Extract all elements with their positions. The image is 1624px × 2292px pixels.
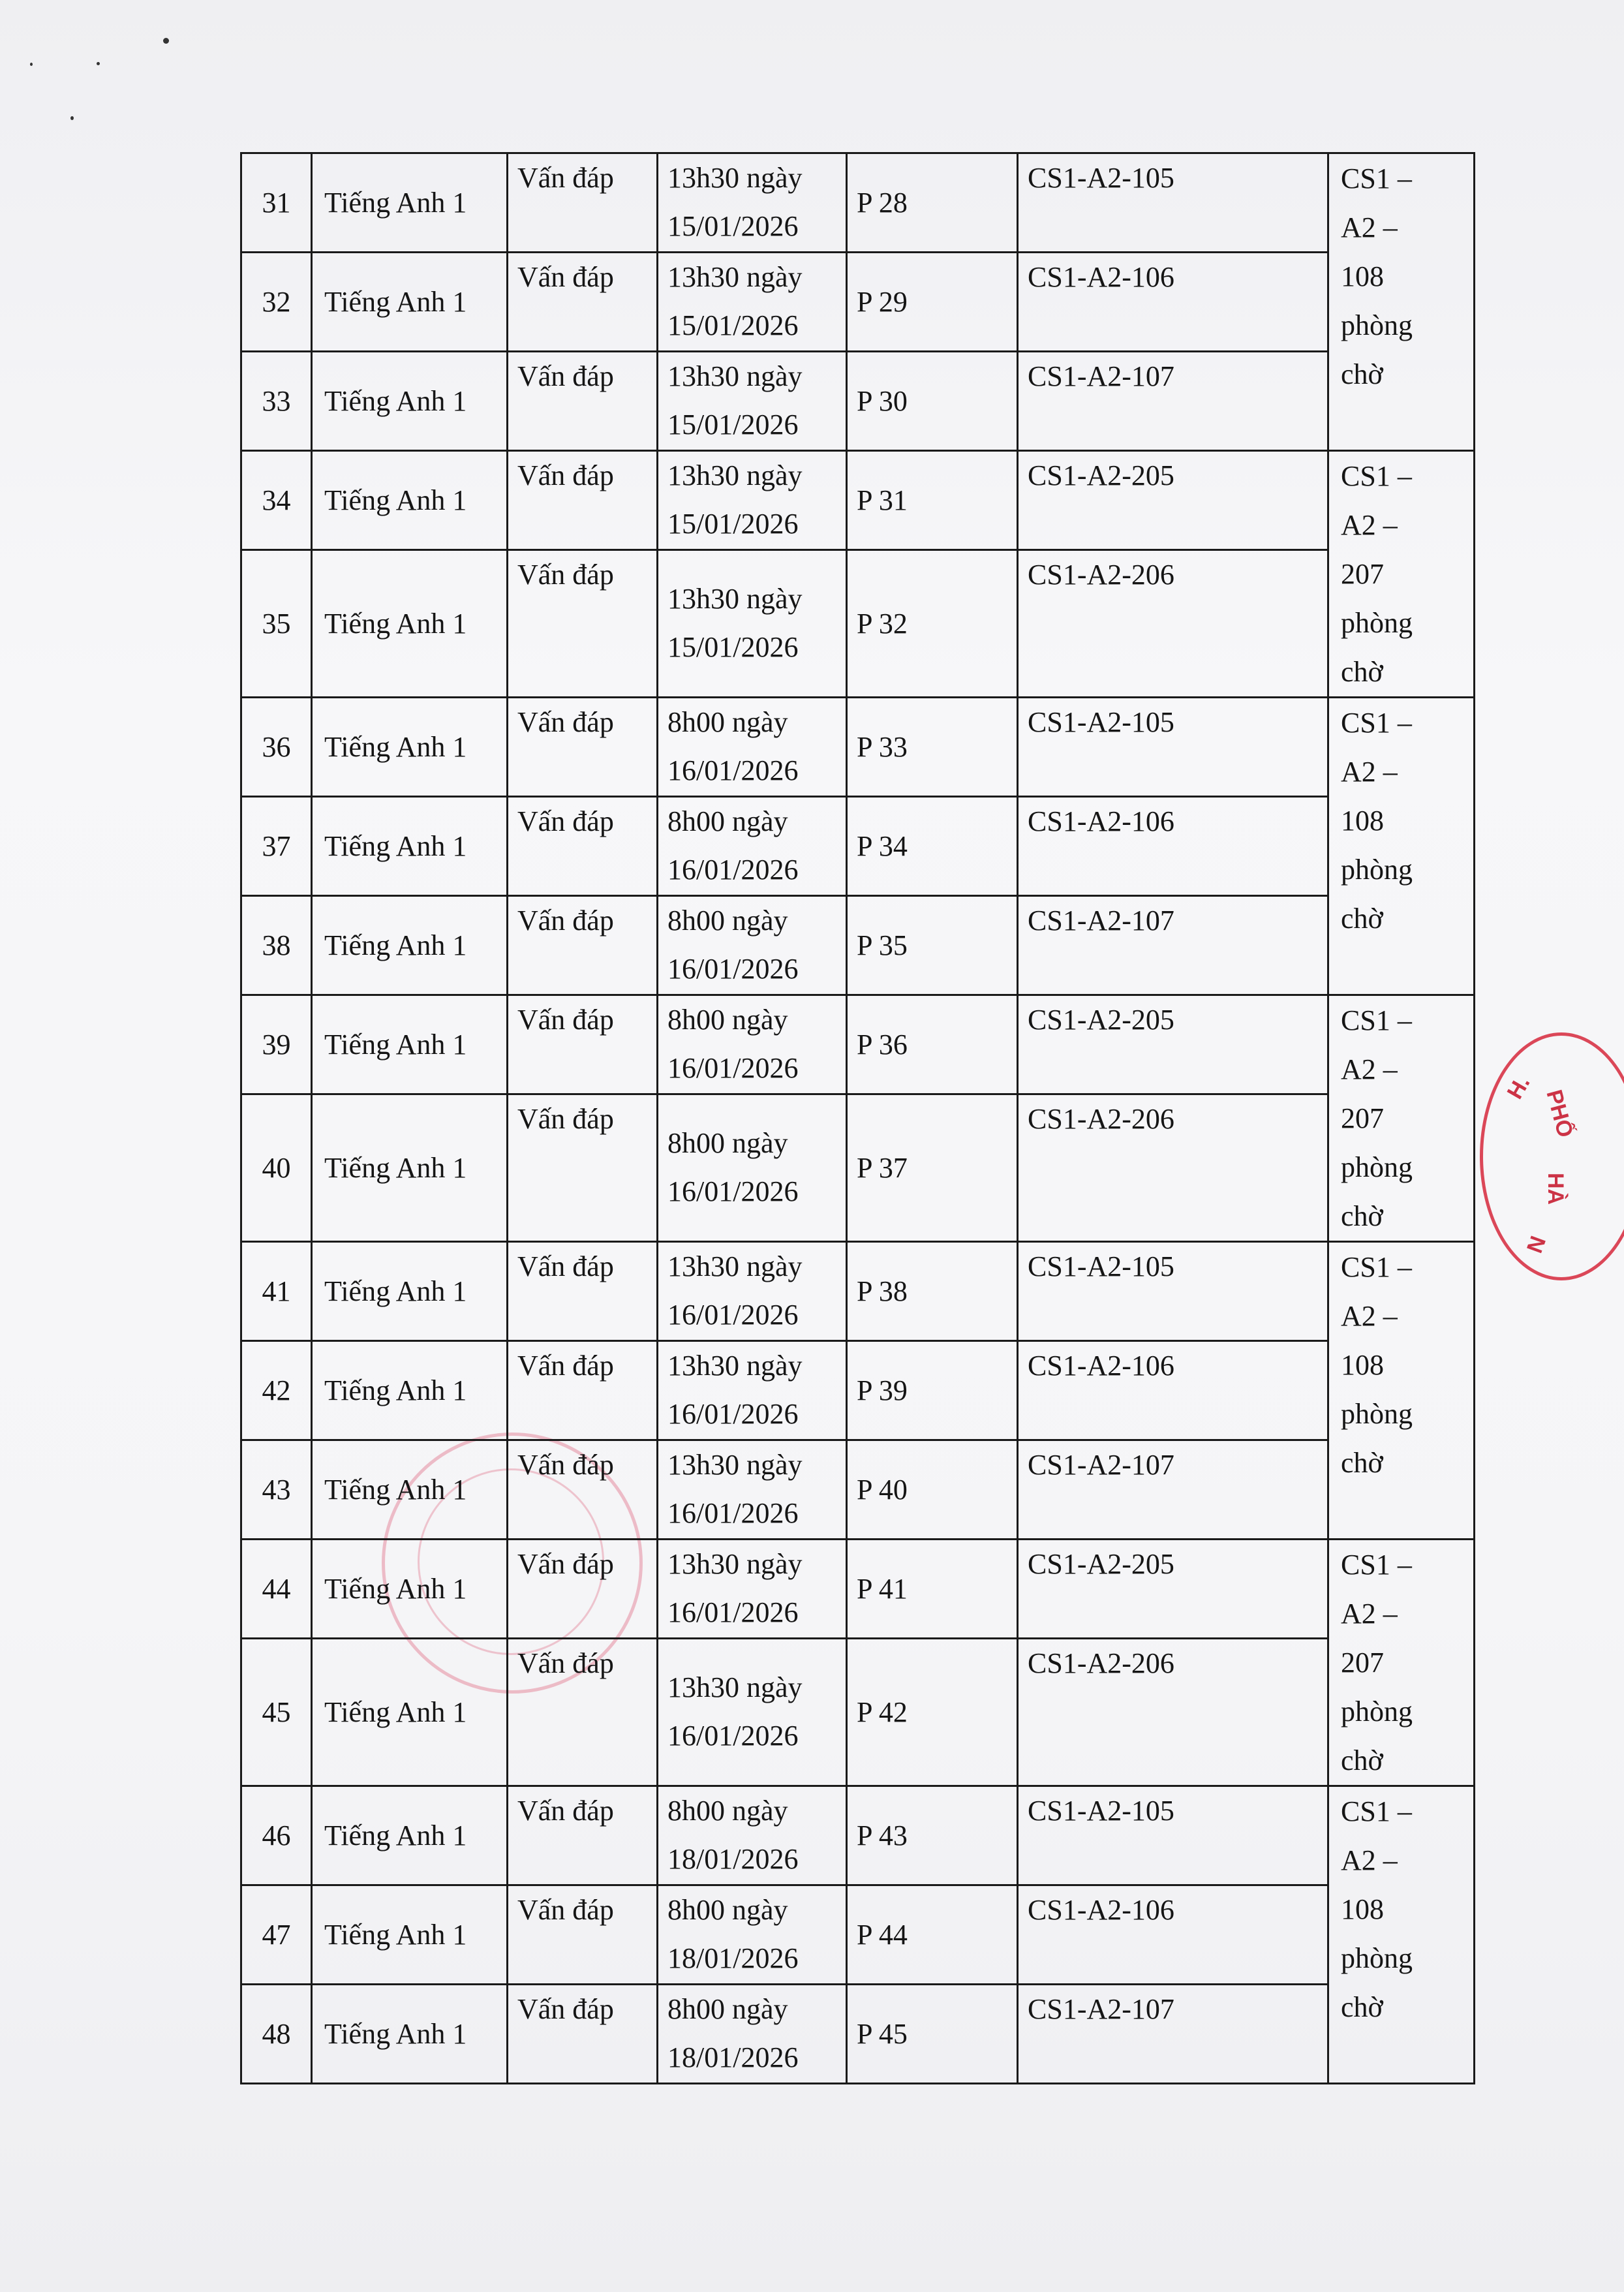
exam-time-text: 13h30 ngày [667, 1449, 803, 1481]
exam-time-text: 8h00 ngày [667, 1127, 788, 1159]
waiting-room-line: 108 [1341, 260, 1384, 292]
exam-time-cell [658, 1440, 847, 1540]
waiting-room-line: chờ [1341, 1447, 1383, 1479]
exam-date-text: 16/01/2026 [667, 1398, 799, 1430]
exam-format-cell: Vấn đáp [508, 1094, 658, 1242]
row-number-cell: 35 [241, 550, 312, 698]
exam-time-cell [658, 1985, 847, 2084]
exam-date-text: 16/01/2026 [667, 1175, 799, 1207]
exam-room-cell: P 35 [847, 896, 1018, 995]
table-row [241, 1786, 1475, 1885]
exam-room-cell: P 40 [847, 1440, 1018, 1540]
exam-time-cell [658, 352, 847, 451]
exam-date-text: 18/01/2026 [667, 2041, 799, 2073]
row-number-cell: 46 [241, 1786, 312, 1885]
subject-cell: Tiếng Anh 1 [312, 1341, 508, 1440]
waiting-room-cell [1328, 995, 1475, 1242]
exam-format-cell: Vấn đáp [508, 1242, 658, 1341]
subject-cell: Tiếng Anh 1 [312, 253, 508, 352]
table-row [241, 352, 1475, 451]
schedule-body [241, 153, 1475, 2084]
exam-time-cell [658, 698, 847, 797]
exam-date-text: 16/01/2026 [667, 1052, 799, 1084]
exam-format-cell: Vấn đáp [508, 253, 658, 352]
exam-time-text: 13h30 ngày [667, 1350, 803, 1382]
location-cell: CS1-A2-106 [1018, 1341, 1328, 1440]
waiting-room-line: CS1 – [1341, 1549, 1412, 1581]
exam-time-text: 13h30 ngày [667, 459, 803, 491]
exam-format-cell: Vấn đáp [508, 1985, 658, 2084]
exam-schedule-table [240, 152, 1475, 2084]
exam-time-cell [658, 451, 847, 550]
row-number-cell: 36 [241, 698, 312, 797]
waiting-room-line: CS1 – [1341, 1004, 1412, 1036]
waiting-room-line: CS1 – [1341, 1251, 1412, 1283]
exam-room-cell: P 39 [847, 1341, 1018, 1440]
row-number-cell: 32 [241, 253, 312, 352]
exam-room-cell: P 36 [847, 995, 1018, 1094]
waiting-room-cell [1328, 698, 1475, 995]
waiting-room-line: A2 – [1341, 1053, 1398, 1085]
exam-format-cell: Vấn đáp [508, 995, 658, 1094]
location-cell: CS1-A2-206 [1018, 1639, 1328, 1786]
exam-time-text: 8h00 ngày [667, 805, 788, 837]
subject-cell: Tiếng Anh 1 [312, 1885, 508, 1985]
waiting-room-line: A2 – [1341, 1300, 1398, 1332]
location-cell: CS1-A2-206 [1018, 550, 1328, 698]
waiting-room-line: A2 – [1341, 1598, 1398, 1630]
exam-time-text: 8h00 ngày [667, 1993, 788, 2025]
waiting-room-line: 207 [1341, 1102, 1384, 1134]
exam-format-cell: Vấn đáp [508, 1341, 658, 1440]
waiting-room-line: chờ [1341, 903, 1383, 935]
row-number-cell: 40 [241, 1094, 312, 1242]
exam-room-cell: P 37 [847, 1094, 1018, 1242]
exam-format-cell: Vấn đáp [508, 550, 658, 698]
waiting-room-line: phòng [1341, 854, 1413, 886]
exam-format-cell: Vấn đáp [508, 698, 658, 797]
table-row [241, 1540, 1475, 1639]
exam-format-cell: Vấn đáp [508, 451, 658, 550]
scan-speck [30, 63, 33, 66]
location-cell: CS1-A2-106 [1018, 253, 1328, 352]
red-seal-partial: H. PHỐ HÀ N [1480, 1032, 1624, 1280]
location-cell: CS1-A2-107 [1018, 352, 1328, 451]
subject-cell: Tiếng Anh 1 [312, 1540, 508, 1639]
exam-room-cell: P 28 [847, 153, 1018, 253]
table-row [241, 896, 1475, 995]
row-number-cell: 42 [241, 1341, 312, 1440]
subject-cell: Tiếng Anh 1 [312, 896, 508, 995]
row-number-cell: 43 [241, 1440, 312, 1540]
row-number-cell: 47 [241, 1885, 312, 1985]
table-row [241, 253, 1475, 352]
exam-time-text: 13h30 ngày [667, 1548, 803, 1580]
subject-cell: Tiếng Anh 1 [312, 995, 508, 1094]
waiting-room-cell [1328, 1540, 1475, 1786]
exam-date-text: 18/01/2026 [667, 1942, 799, 1974]
exam-date-text: 16/01/2026 [667, 854, 799, 886]
subject-cell: Tiếng Anh 1 [312, 451, 508, 550]
exam-room-cell: P 44 [847, 1885, 1018, 1985]
exam-date-text: 16/01/2026 [667, 1720, 799, 1752]
table-row [241, 1094, 1475, 1242]
row-number-cell: 37 [241, 797, 312, 896]
waiting-room-line: phòng [1341, 1151, 1413, 1183]
exam-time-text: 13h30 ngày [667, 162, 803, 194]
exam-date-text: 16/01/2026 [667, 1596, 799, 1628]
location-cell: CS1-A2-107 [1018, 1440, 1328, 1540]
exam-date-text: 16/01/2026 [667, 1299, 799, 1331]
exam-date-text: 15/01/2026 [667, 631, 799, 663]
row-number-cell: 45 [241, 1639, 312, 1786]
location-cell: CS1-A2-206 [1018, 1094, 1328, 1242]
exam-time-text: 13h30 ngày [667, 583, 803, 615]
waiting-room-cell [1328, 1242, 1475, 1540]
row-number-cell: 48 [241, 1985, 312, 2084]
waiting-room-line: 108 [1341, 1349, 1384, 1381]
exam-date-text: 18/01/2026 [667, 1843, 799, 1875]
exam-room-cell: P 29 [847, 253, 1018, 352]
exam-format-cell: Vấn đáp [508, 1786, 658, 1885]
location-cell: CS1-A2-105 [1018, 1786, 1328, 1885]
exam-format-cell: Vấn đáp [508, 153, 658, 253]
exam-time-cell [658, 1341, 847, 1440]
table-row [241, 797, 1475, 896]
waiting-room-line: phòng [1341, 309, 1413, 341]
exam-time-cell [658, 896, 847, 995]
subject-cell: Tiếng Anh 1 [312, 698, 508, 797]
exam-date-text: 15/01/2026 [667, 409, 799, 441]
row-number-cell: 34 [241, 451, 312, 550]
exam-time-cell [658, 1885, 847, 1985]
exam-time-text: 8h00 ngày [667, 706, 788, 738]
exam-time-cell [658, 1540, 847, 1639]
waiting-room-line: chờ [1341, 656, 1383, 688]
waiting-room-cell [1328, 451, 1475, 698]
subject-cell: Tiếng Anh 1 [312, 1639, 508, 1786]
location-cell: CS1-A2-105 [1018, 698, 1328, 797]
exam-format-cell: Vấn đáp [508, 797, 658, 896]
waiting-room-line: A2 – [1341, 211, 1398, 243]
waiting-room-line: chờ [1341, 358, 1383, 390]
exam-time-text: 8h00 ngày [667, 1894, 788, 1926]
exam-room-cell: P 43 [847, 1786, 1018, 1885]
exam-room-cell: P 38 [847, 1242, 1018, 1341]
table-row [241, 1440, 1475, 1540]
exam-date-text: 15/01/2026 [667, 210, 799, 242]
location-cell: CS1-A2-205 [1018, 1540, 1328, 1639]
waiting-room-line: 108 [1341, 1893, 1384, 1925]
subject-cell: Tiếng Anh 1 [312, 1985, 508, 2084]
exam-time-cell [658, 253, 847, 352]
location-cell: CS1-A2-106 [1018, 1885, 1328, 1985]
waiting-room-line: 207 [1341, 1647, 1384, 1679]
exam-date-text: 16/01/2026 [667, 1497, 799, 1529]
exam-format-cell: Vấn đáp [508, 1540, 658, 1639]
subject-cell: Tiếng Anh 1 [312, 550, 508, 698]
exam-time-cell [658, 550, 847, 698]
row-number-cell: 31 [241, 153, 312, 253]
exam-format-cell: Vấn đáp [508, 896, 658, 995]
exam-time-text: 13h30 ngày [667, 1250, 803, 1282]
table-row [241, 1242, 1475, 1341]
waiting-room-line: 207 [1341, 558, 1384, 590]
exam-room-cell: P 45 [847, 1985, 1018, 2084]
subject-cell: Tiếng Anh 1 [312, 1786, 508, 1885]
exam-time-cell [658, 1242, 847, 1341]
subject-cell: Tiếng Anh 1 [312, 797, 508, 896]
location-cell: CS1-A2-205 [1018, 451, 1328, 550]
waiting-room-line: phòng [1341, 1398, 1413, 1430]
exam-time-cell [658, 1639, 847, 1786]
table-row [241, 1885, 1475, 1985]
table-row [241, 698, 1475, 797]
scan-speck [97, 62, 100, 65]
waiting-room-line: A2 – [1341, 509, 1398, 541]
table-row [241, 1639, 1475, 1786]
subject-cell: Tiếng Anh 1 [312, 352, 508, 451]
waiting-room-line: chờ [1341, 1991, 1383, 2023]
exam-time-text: 13h30 ngày [667, 1671, 803, 1703]
exam-date-text: 16/01/2026 [667, 754, 799, 786]
waiting-room-line: 108 [1341, 805, 1384, 837]
waiting-room-cell [1328, 1786, 1475, 2084]
table-row [241, 1985, 1475, 2084]
waiting-room-line: A2 – [1341, 756, 1398, 788]
row-number-cell: 38 [241, 896, 312, 995]
exam-room-cell: P 41 [847, 1540, 1018, 1639]
row-number-cell: 44 [241, 1540, 312, 1639]
exam-time-text: 13h30 ngày [667, 261, 803, 293]
waiting-room-line: CS1 – [1341, 707, 1412, 739]
waiting-room-line: chờ [1341, 1200, 1383, 1232]
waiting-room-line: A2 – [1341, 1844, 1398, 1876]
table-row [241, 550, 1475, 698]
exam-format-cell: Vấn đáp [508, 352, 658, 451]
row-number-cell: 33 [241, 352, 312, 451]
exam-room-cell: P 42 [847, 1639, 1018, 1786]
exam-room-cell: P 32 [847, 550, 1018, 698]
exam-time-text: 8h00 ngày [667, 905, 788, 937]
exam-time-cell [658, 1094, 847, 1242]
table-row [241, 153, 1475, 253]
exam-room-cell: P 34 [847, 797, 1018, 896]
table-row [241, 451, 1475, 550]
waiting-room-line: CS1 – [1341, 460, 1412, 492]
location-cell: CS1-A2-107 [1018, 1985, 1328, 2084]
exam-time-text: 8h00 ngày [667, 1795, 788, 1827]
waiting-room-cell [1328, 153, 1475, 451]
waiting-room-line: chờ [1341, 1744, 1383, 1776]
exam-time-text: 13h30 ngày [667, 360, 803, 392]
exam-time-cell [658, 797, 847, 896]
waiting-room-line: phòng [1341, 607, 1413, 639]
exam-room-cell: P 33 [847, 698, 1018, 797]
exam-time-cell [658, 995, 847, 1094]
waiting-room-line: CS1 – [1341, 163, 1412, 194]
exam-time-cell [658, 1786, 847, 1885]
subject-cell: Tiếng Anh 1 [312, 153, 508, 253]
location-cell: CS1-A2-105 [1018, 1242, 1328, 1341]
waiting-room-line: phòng [1341, 1942, 1413, 1974]
exam-format-cell: Vấn đáp [508, 1885, 658, 1985]
table-row [241, 1341, 1475, 1440]
row-number-cell: 41 [241, 1242, 312, 1341]
scan-speck [163, 38, 169, 44]
location-cell: CS1-A2-205 [1018, 995, 1328, 1094]
table-row [241, 995, 1475, 1094]
exam-time-text: 8h00 ngày [667, 1004, 788, 1036]
waiting-room-line: CS1 – [1341, 1795, 1412, 1827]
exam-room-cell: P 30 [847, 352, 1018, 451]
scan-speck [70, 116, 74, 120]
subject-cell: Tiếng Anh 1 [312, 1242, 508, 1341]
location-cell: CS1-A2-105 [1018, 153, 1328, 253]
exam-date-text: 15/01/2026 [667, 508, 799, 540]
exam-format-cell: Vấn đáp [508, 1440, 658, 1540]
waiting-room-line: phòng [1341, 1696, 1413, 1727]
exam-room-cell: P 31 [847, 451, 1018, 550]
subject-cell: Tiếng Anh 1 [312, 1094, 508, 1242]
row-number-cell: 39 [241, 995, 312, 1094]
subject-cell: Tiếng Anh 1 [312, 1440, 508, 1540]
location-cell: CS1-A2-106 [1018, 797, 1328, 896]
exam-time-cell [658, 153, 847, 253]
exam-date-text: 15/01/2026 [667, 309, 799, 341]
exam-date-text: 16/01/2026 [667, 953, 799, 985]
location-cell: CS1-A2-107 [1018, 896, 1328, 995]
exam-format-cell: Vấn đáp [508, 1639, 658, 1786]
